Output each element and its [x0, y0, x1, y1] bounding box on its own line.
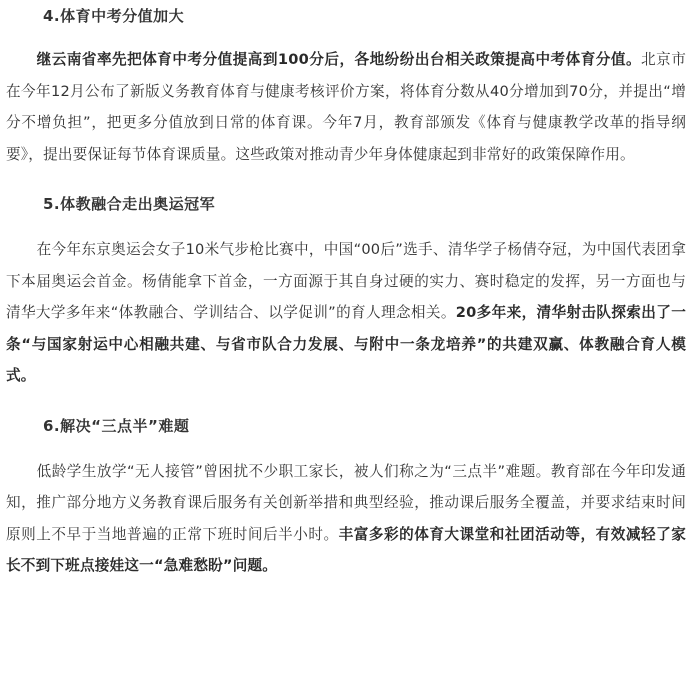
bold-tail-text: 丰富多彩的体育大课堂和社团活动等，有效减轻了家长不到下班点接娃这一“急难愁盼”问题。	[6, 525, 687, 574]
body-text: 低龄学生放学“无人接管”曾困扰不少职工家长，被人们称之为“三点半”难题。教育部在今年印发通知，推广部分地方义务教育课后服务有关创新举措和典型经验，推动课后服务全覆盖，并要求结束时间原则上不早于当地普遍的正常下班时间后半小时。	[6, 462, 686, 543]
section-heading-4: 4.体育中考分值加大	[43, 7, 185, 25]
section-paragraph-5	[6, 234, 686, 392]
section-paragraph-6	[6, 456, 686, 582]
bold-tail-text: 20多年来，清华射击队探索出了一条“与国家射运中心相融共建、与省市队合力发展、与附中一条龙培养”的共建双赢、体教融合育人模式。	[6, 304, 686, 384]
body-text: 在今年东京奥运会女子10米气步枪比赛中，中国“00后”选手、清华学子杨倩夺冠，为中国代表团拿下本届奥运会首金。杨倩能拿下首金，一方面源于其自身过硬的实力、赛时稳定的发挥，另一方面也与清华大学多年来“体教融合、学训结合、以学促训”的育人理念相关。	[6, 241, 686, 321]
bold-lead-text: 继云南省率先把体育中考分值提高到100分后，各地纷纷出台相关政策提高中考体育分值。	[36, 51, 642, 68]
section-paragraph-4	[6, 44, 686, 170]
section-heading-6: 6.解决“三点半”难题	[43, 416, 190, 435]
body-text: 北京市在今年12月公布了新版义务教育体育与健康考核评价方案，将体育分数从40分增加到70分，并提出“增分不增负担”，把更多分值放到日常的体育课。今年7月，教育部颁发《体育与健康教学改革的指导纲要》，提出要保证每节体育课质量。这些政策对推动青少年身体健康起到非常好的政策保障作用。	[6, 51, 687, 163]
section-heading-5: 5.体教融合走出奥运冠军	[43, 195, 216, 213]
